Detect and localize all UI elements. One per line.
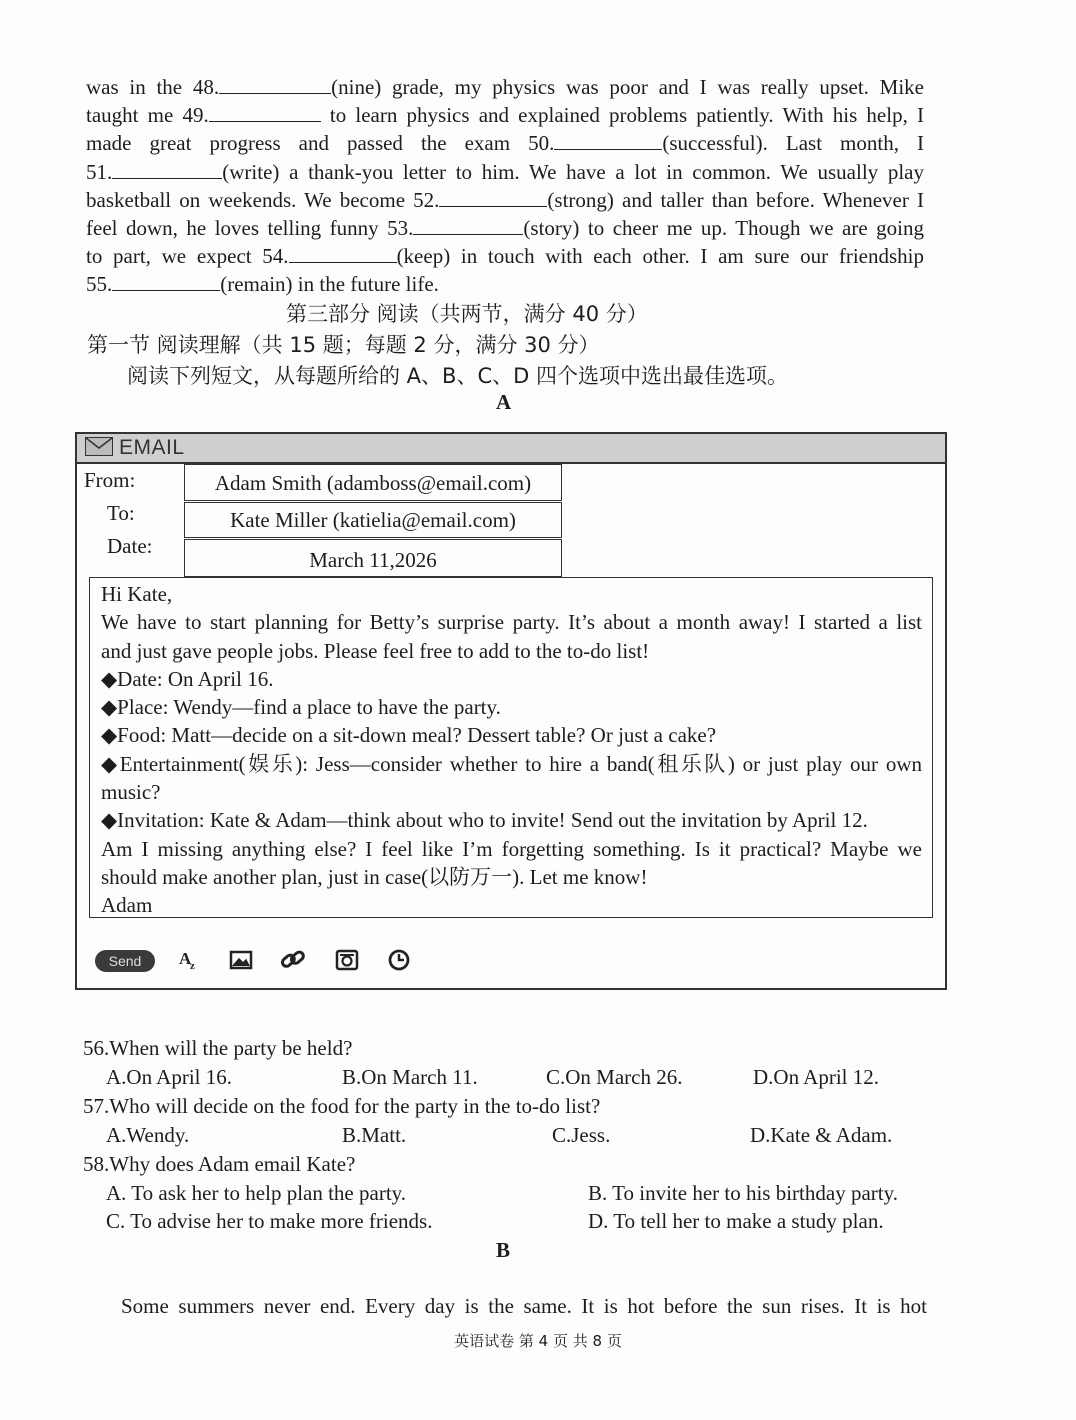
email-window [75,432,947,990]
option-58-b[interactable]: B. To invite her to his birthday party. [588,1181,898,1205]
section1-heading: 第一节 阅读理解（共 15 题；每题 2 分，满分 30 分） [87,333,600,357]
answer-blank-49[interactable] [209,103,321,122]
cloze-line: basketball on weekends. We become 52. (strong) and taller than before. Whenever I [86,187,924,212]
link-icon[interactable] [281,948,305,972]
cloze-line: made great progress and passed the exam 50. (successful). Last month, I [86,131,924,156]
answer-blank-51[interactable] [112,160,222,179]
cloze-line: taught me 49. to learn physics and explained problems patiently. With his help, I [86,103,924,128]
option-58-c[interactable]: C. To advise her to make more friends. [106,1209,433,1233]
option-57-a[interactable]: A.Wendy. [106,1123,190,1147]
from-label: From: [84,468,136,492]
from-field[interactable]: Adam Smith (adamboss@email.com) [184,464,562,501]
svg-text:A: A [179,949,192,968]
option-56-c[interactable]: C.On March 26. [546,1065,683,1089]
email-body-line: should make another plan, just in case(以防万一). Let me know! [101,864,648,889]
option-57-b[interactable]: B.Matt. [342,1123,407,1147]
send-button[interactable]: Send [95,950,155,972]
to-label: To: [107,501,135,525]
to-field[interactable]: Kate Miller (katielia@email.com) [184,502,562,538]
text-format-icon[interactable] [177,948,201,972]
passage-b-first-line: Some summers never end. Every day is the same. It is hot before the sun rises. It is hot [121,1294,927,1318]
email-body-line: ◆Entertainment(娱乐): Jess—consider whether to hire a band(租乐队) or just play our own [101,751,922,776]
email-body-line: music? [101,780,161,805]
answer-blank-54[interactable] [289,244,397,263]
email-body-line: ◆Place: Wendy—find a place to have the party. [101,695,501,720]
date-field[interactable]: March 11,2026 [184,539,562,577]
answer-blank-55[interactable] [112,272,220,291]
envelope-icon [85,437,113,456]
question-58-stem: 58.Why does Adam email Kate? [83,1152,356,1176]
option-58-a[interactable]: A. To ask her to help plan the party. [106,1181,407,1205]
option-56-d[interactable]: D.On April 12. [753,1065,879,1089]
date-label: Date: [107,534,153,558]
email-title: EMAIL [85,436,185,460]
part3-heading: 第三部分 阅读（共两节，满分 40 分） [286,302,648,326]
clock-icon[interactable] [387,948,411,972]
email-body-line: ◆Invitation: Kate & Adam—think about who to invite! Send out the invitation by April 12. [101,808,868,833]
answer-blank-50[interactable] [554,131,662,150]
image-icon[interactable] [229,948,253,972]
svg-text:z: z [190,960,195,972]
option-58-d[interactable]: D. To tell her to make a study plan. [588,1209,884,1233]
answer-blank-53[interactable] [413,216,523,235]
option-56-a[interactable]: A.On April 16. [106,1065,232,1089]
cloze-line: 55. (remain) in the future life. [86,272,439,297]
camera-icon[interactable] [335,948,359,972]
option-56-b[interactable]: B.On March 11. [342,1065,478,1089]
option-57-d[interactable]: D.Kate & Adam. [750,1123,893,1147]
answer-blank-52[interactable] [439,188,547,207]
passage-a-label: A [496,390,512,414]
cloze-line: to part, we expect 54. (keep) in touch with each other. I am sure our friendship [86,244,924,269]
email-body-line: We have to start planning for Betty’s surprise party. It’s about a month away! I started a list [101,610,922,635]
cloze-line: was in the 48. (nine) grade, my physics was poor and I was really upset. Mike [86,75,924,99]
answer-blank-48[interactable] [219,75,331,94]
option-57-c[interactable]: C.Jess. [552,1123,611,1147]
email-body-line: ◆Date: On April 16. [101,666,274,691]
passage-b-label: B [496,1238,511,1262]
email-body-line: ◆Food: Matt—decide on a sit-down meal? Dessert table? Or just a cake? [101,723,717,748]
question-57-stem: 57.Who will decide on the food for the party in the to-do list? [83,1094,601,1118]
email-body[interactable] [89,577,933,918]
email-body-line: Hi Kate, [101,582,173,606]
cloze-paragraph [86,73,924,299]
email-body-line: Adam [101,893,153,918]
cloze-line: feel down, he loves telling funny 53. (story) to cheer me up. Though we are going [86,216,924,241]
cloze-line: 51. (write) a thank-you letter to him. We have a lot in common. We usually play [86,159,924,184]
email-title-bar [77,434,945,464]
email-body-line: and just gave people jobs. Please feel free to add to the to-do list! [101,638,650,663]
email-body-line: Am I missing anything else? I feel like I’m forgetting something. Is it practical? Maybe we [101,836,922,861]
instruction-text: 阅读下列短文，从每题所给的 A、B、C、D 四个选项中选出最佳选项。 [127,364,788,388]
question-56-stem: 56.When will the party be held? [83,1036,353,1060]
page-footer: 英语试卷 第 4 页 共 8 页 [454,1332,622,1350]
